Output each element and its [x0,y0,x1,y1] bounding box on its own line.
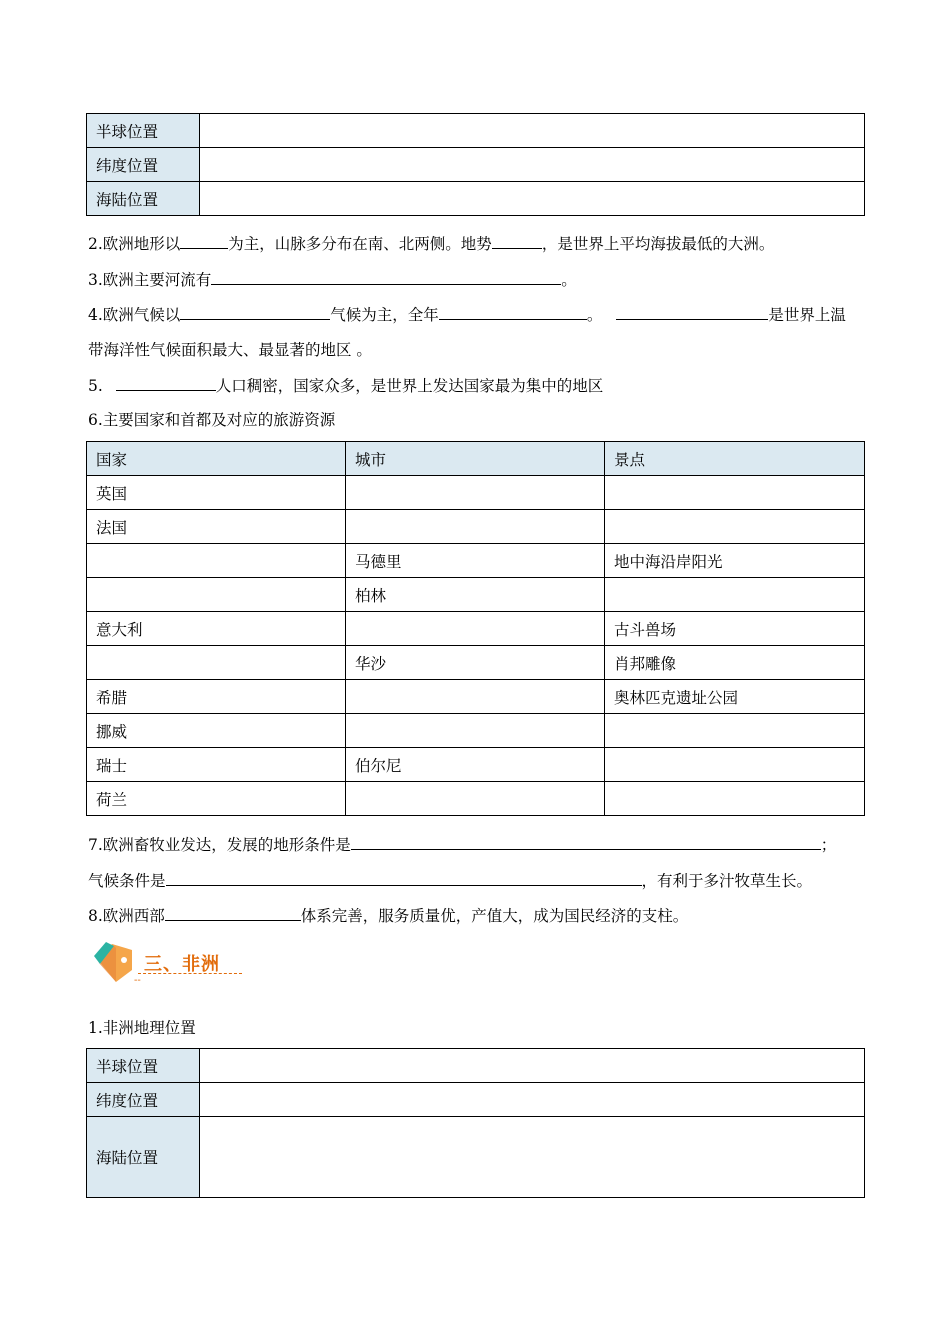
city-cell[interactable]: 柏林 [346,578,605,612]
answer-cell[interactable] [200,114,865,148]
answer-blank[interactable] [492,232,542,249]
column-header-city: 城市 [346,442,605,476]
table-row [87,114,865,148]
question-4-continued: 带海洋性气候面积最大、最显著的地区 。 [88,341,372,359]
tag-icon [92,940,136,986]
tourism-table [86,441,865,816]
section-heading [92,938,292,988]
answer-blank[interactable] [116,374,216,391]
row-label: 半球位置 [87,1049,200,1083]
answer-cell[interactable] [200,1083,865,1117]
row-label: 海陆位置 [87,1117,200,1198]
question-4 [88,303,846,326]
answer-cell[interactable] [200,1117,865,1198]
city-cell[interactable]: 华沙 [346,646,605,680]
attraction-cell[interactable]: 奥林匹克遗址公园 [605,680,865,714]
attraction-cell[interactable] [605,578,865,612]
attraction-cell[interactable] [605,510,865,544]
table-row [87,680,865,714]
table-row [87,476,865,510]
question-text: ； [820,836,837,854]
answer-blank[interactable] [211,268,561,285]
row-label: 纬度位置 [87,1083,200,1117]
table-row [87,544,865,578]
question-text: 。 [586,306,603,324]
table-row [87,782,865,816]
table-row [87,714,865,748]
table-row [87,1117,865,1198]
column-header-country: 国家 [87,442,346,476]
table-row [87,510,865,544]
question-text: 是世界上温 [768,306,846,324]
country-cell[interactable]: 希腊 [87,680,346,714]
question-2 [88,232,774,255]
question-text: ，有利于多汁牧草生长。 [641,872,813,890]
question-text: 体系完善，服务质量优，产值大，成为国民经济的支柱。 [300,907,689,925]
answer-blank[interactable] [180,303,330,320]
answer-blank[interactable] [616,303,768,320]
table-row [87,578,865,612]
section-underline [138,973,242,974]
city-cell[interactable] [346,612,605,646]
country-cell[interactable]: 英国 [87,476,346,510]
city-cell[interactable] [346,782,605,816]
question-text: 4.欧洲气候以 [88,306,181,324]
africa-question-1: 1.非洲地理位置 [88,1019,196,1037]
row-label: 纬度位置 [87,148,200,182]
attraction-cell[interactable]: 地中海沿岸阳光 [605,544,865,578]
question-text: 5. [88,377,108,395]
city-cell[interactable]: 马德里 [346,544,605,578]
country-cell[interactable] [87,578,346,612]
question-text: 。 [561,271,577,289]
question-text: 8.欧洲西部 [88,907,165,925]
question-3 [88,268,577,291]
country-cell[interactable] [87,646,346,680]
table-row [87,1049,865,1083]
attraction-cell[interactable] [605,782,865,816]
country-cell[interactable]: 法国 [87,510,346,544]
question-7-continued [88,869,812,892]
city-cell[interactable] [346,510,605,544]
question-text: ，是世界上平均海拔最低的大洲。 [541,235,775,253]
table-row [87,646,865,680]
country-cell[interactable]: 荷兰 [87,782,346,816]
city-cell[interactable] [346,714,605,748]
table-row [87,748,865,782]
row-label: 海陆位置 [87,182,200,216]
attraction-cell[interactable]: 古斗兽场 [605,612,865,646]
attraction-cell[interactable] [605,714,865,748]
table-row [87,148,865,182]
table-row [87,1083,865,1117]
europe-position-table [86,113,865,216]
answer-blank[interactable] [166,869,642,886]
answer-cell[interactable] [200,148,865,182]
attraction-cell[interactable]: 肖邦雕像 [605,646,865,680]
section-dash: -- [134,975,141,986]
question-text: 气候条件是 [88,872,166,890]
answer-blank[interactable] [165,904,301,921]
africa-position-table [86,1048,865,1198]
table-row [87,612,865,646]
table-header-row [87,442,865,476]
country-cell[interactable] [87,544,346,578]
country-cell[interactable]: 瑞士 [87,748,346,782]
question-5 [88,374,603,397]
city-cell[interactable] [346,680,605,714]
answer-blank[interactable] [351,833,821,850]
attraction-cell[interactable] [605,476,865,510]
country-cell[interactable]: 意大利 [87,612,346,646]
attraction-cell[interactable] [605,748,865,782]
answer-blank[interactable] [180,232,228,249]
question-text: 3.欧洲主要河流有 [88,271,212,289]
section-title: 三、非洲 [144,954,220,975]
question-text: 人口稠密，国家众多，是世界上发达国家最为集中的地区 [215,377,604,395]
question-8 [88,904,688,927]
answer-blank[interactable] [439,303,587,320]
question-text: 2.欧洲地形以 [88,235,181,253]
question-6: 6.主要国家和首都及对应的旅游资源 [88,411,336,429]
row-label: 半球位置 [87,114,200,148]
question-text: 气候为主，全年 [330,306,439,324]
column-header-attraction: 景点 [605,442,865,476]
question-text: 7.欧洲畜牧业发达，发展的地形条件是 [88,836,351,854]
answer-cell[interactable] [200,1049,865,1083]
country-cell[interactable]: 挪威 [87,714,346,748]
table-row [87,182,865,216]
city-cell[interactable]: 伯尔尼 [346,748,605,782]
answer-cell[interactable] [200,182,865,216]
question-text: 为主，山脉多分布在南、北两侧。地势 [228,235,492,253]
city-cell[interactable] [346,476,605,510]
question-7 [88,833,836,856]
